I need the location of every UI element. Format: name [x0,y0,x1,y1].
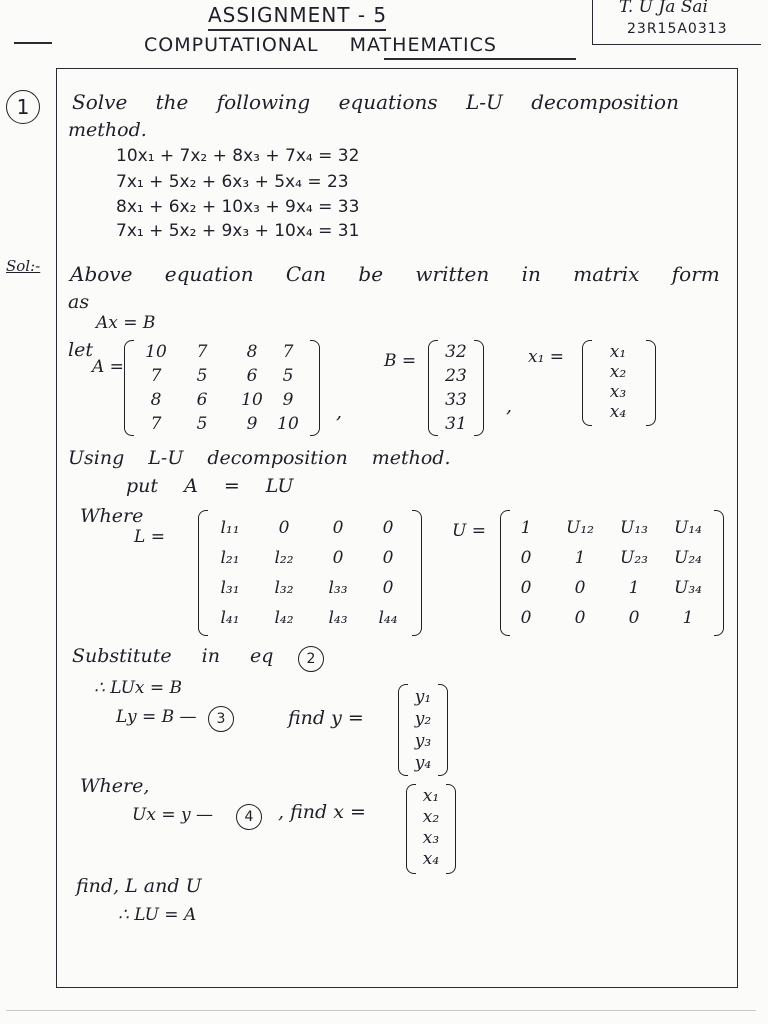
matrix-cell: U₂₄ [674,548,702,568]
matrix-a-label: A = [92,357,124,377]
matrix-cell: 7 [150,366,162,386]
matrix-x [582,340,656,426]
matrix-cell: 7 [282,342,294,362]
matrix-cell: 10 [277,414,299,434]
matrix-x-solution [406,784,456,874]
solution-intro: Above equation Can be written in matrix form [70,262,720,286]
matrix-cell: U₁₃ [620,518,648,538]
matrix-cell: l₄₄ [378,608,398,628]
matrix-cell: x₃ [609,382,627,402]
divider [384,58,576,60]
matrix-b [428,340,484,436]
find-x: , find x = [278,801,366,823]
matrix-y [398,684,448,776]
let-label: let [68,339,93,361]
where-label: Where [80,505,144,527]
question-prompt-cont: method. [68,119,147,141]
matrix-cell: y₃ [414,731,432,751]
matrix-cell: 5 [196,414,208,434]
matrix-cell: l₄₃ [328,608,348,628]
substitute-line: Substitute in eq [72,645,274,667]
matrix-cell: 1 [574,548,586,568]
page-bottom-edge [6,1010,756,1011]
matrix-cell: 32 [445,342,467,362]
solution-label: Sol:- [6,257,41,275]
matrix-cell: 7 [150,414,162,434]
ux-equation: Ux = y — [132,805,213,825]
matrix-cell: 6 [246,366,258,386]
matrix-cell: 0 [382,518,394,538]
matrix-cell: x₂ [422,807,440,827]
matrix-cell: x₂ [609,362,627,382]
matrix-b-label: B = [384,351,417,371]
matrix-cell: U₁₄ [674,518,702,538]
matrix-cell: y₄ [414,753,432,773]
matrix-cell: 8 [246,342,258,362]
equation-ref-circle [298,646,324,672]
matrix-cell: 0 [520,578,532,598]
solution-intro-cont: as [68,291,90,313]
matrix-u [500,510,724,636]
matrix-cell: l₄₂ [274,608,294,628]
matrix-form: Ax = B [96,313,156,333]
matrix-cell: 0 [574,578,586,598]
using-lu-line: Using L-U decomposition method. [68,447,451,469]
matrix-cell: l₁₁ [220,518,240,538]
assignment-title: ASSIGNMENT - 5 [208,3,388,27]
matrix-cell: l₃₃ [328,578,348,598]
comma-separator: , [506,395,513,417]
divider [14,42,52,44]
matrix-cell: x₁ [609,342,627,362]
matrix-x-label: x₁ = [528,347,565,367]
matrix-cell: l₄₁ [220,608,240,628]
matrix-cell: 0 [382,548,394,568]
matrix-cell: x₃ [422,828,440,848]
therefore-lu: ∴ LU = A [118,905,197,925]
matrix-cell: 23 [445,366,467,386]
student-name: T. U Ja Sai [619,0,708,17]
matrix-l-label: L = [134,527,165,547]
matrix-cell: x₁ [422,786,440,806]
student-id: 23R15A0313 [627,21,728,37]
divider [208,29,386,31]
matrix-cell: 5 [196,366,208,386]
question-number: 1 [16,95,30,119]
equation-ref: 4 [244,809,254,825]
therefore-lux: ∴ LUx = B [94,678,183,698]
question-prompt: Solve the following equations L-U decomposition [72,90,679,114]
find-lu-line: find, L and U [76,875,202,897]
student-info-box [592,0,761,45]
matrix-cell: 7 [196,342,208,362]
find-y: find y = [288,707,364,729]
matrix-cell: x₄ [422,849,440,869]
equation-ref: 2 [306,651,316,667]
equation-ref-circle [236,804,262,830]
where-label-2: Where, [80,775,150,797]
matrix-cell: U₁₂ [566,518,594,538]
matrix-cell: y₁ [414,687,432,707]
matrix-cell: 33 [445,390,467,410]
matrix-cell: 1 [520,518,532,538]
matrix-l [198,510,422,636]
matrix-u-label: U = [452,521,486,541]
equation-3: 8x₁ + 6x₂ + 10x₃ + 9x₄ = 33 [116,197,360,217]
matrix-cell: l₂₁ [220,548,240,568]
matrix-cell: 0 [520,548,532,568]
matrix-cell: l₂₂ [274,548,294,568]
matrix-cell: l₃₂ [274,578,294,598]
ly-equation: Ly = B — [116,707,197,727]
matrix-cell: 1 [682,608,694,628]
put-line: put A = LU [126,475,294,497]
equation-1: 10x₁ + 7x₂ + 8x₃ + 7x₄ = 32 [116,146,360,166]
matrix-cell: y₂ [414,709,432,729]
matrix-cell: 0 [628,608,640,628]
matrix-cell: x₄ [609,402,627,422]
matrix-cell: 10 [241,390,263,410]
matrix-cell: 0 [574,608,586,628]
matrix-cell: 9 [282,390,294,410]
matrix-cell: 10 [145,342,167,362]
course-title: COMPUTATIONAL MATHEMATICS [144,34,497,56]
matrix-cell: 9 [246,414,258,434]
matrix-cell: 8 [150,390,162,410]
equation-4: 7x₁ + 5x₂ + 9x₃ + 10x₄ = 31 [116,221,360,241]
matrix-cell: 1 [628,578,640,598]
matrix-cell: l₃₁ [220,578,240,598]
matrix-cell: 31 [445,414,467,434]
matrix-cell: 0 [332,548,344,568]
matrix-cell: 5 [282,366,294,386]
matrix-cell: U₂₃ [620,548,648,568]
equation-2: 7x₁ + 5x₂ + 6x₃ + 5x₄ = 23 [116,172,349,192]
matrix-cell: U₃₄ [674,578,702,598]
matrix-cell: 0 [520,608,532,628]
matrix-a [124,340,320,436]
matrix-cell: 6 [196,390,208,410]
matrix-cell: 0 [278,518,290,538]
equation-ref: 3 [216,711,226,727]
equation-ref-circle [208,706,234,732]
matrix-cell: 0 [332,518,344,538]
matrix-cell: 0 [382,578,394,598]
question-number-circle [6,90,40,124]
comma-separator: , [336,401,343,423]
